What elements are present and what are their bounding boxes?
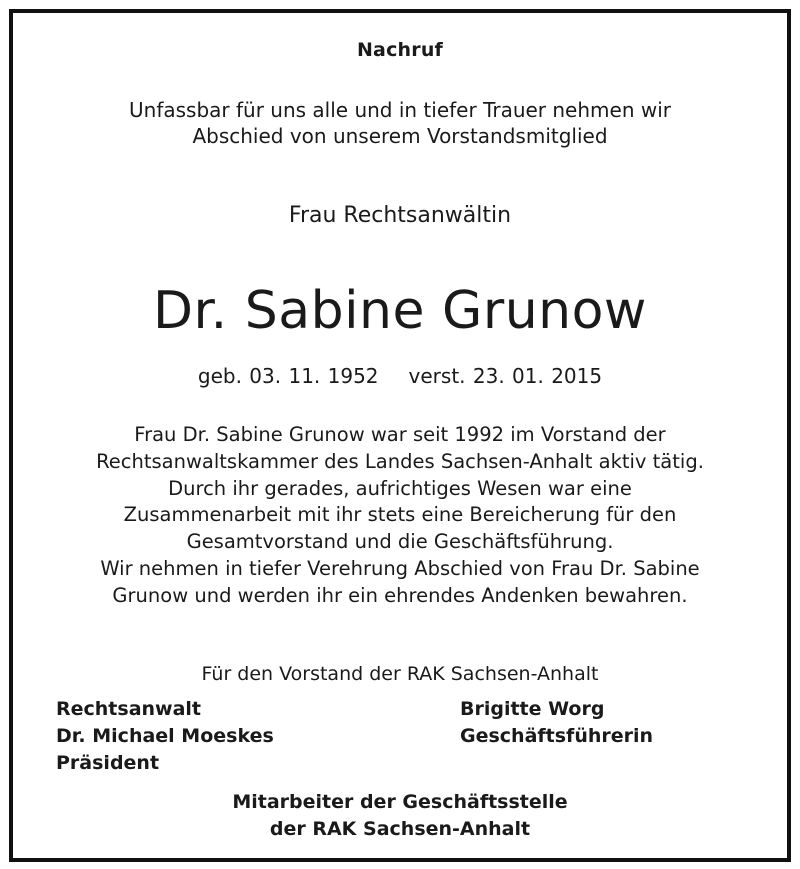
tribute-line: Rechtsanwaltskammer des Landes Sachsen-Anhalt aktiv tätig. (96, 449, 704, 473)
notice-title: Nachruf (356, 39, 444, 61)
staff-signature (13, 789, 787, 843)
tribute-line: Durch ihr gerades, aufrichtiges Wesen war eine (168, 476, 632, 500)
signer-line: Rechtsanwalt (56, 698, 202, 720)
signer-line: Dr. Michael Moeskes (56, 725, 274, 747)
signer-president (56, 696, 274, 777)
signature-intro: Für den Vorstand der RAK Sachsen-Anhalt (201, 663, 599, 685)
tribute-line: Zusammenarbeit mit ihr stets eine Bereicherung für den (123, 503, 677, 527)
intro-text (13, 97, 787, 149)
deceased-title: Frau Rechtsanwältin (288, 203, 512, 228)
signer-line: Geschäftsführerin (460, 725, 654, 747)
staff-line: Mitarbeiter der Geschäftsstelle (232, 791, 568, 813)
staff-line: der RAK Sachsen-Anhalt (269, 818, 531, 840)
intro-line: Abschied von unserem Vorstandsmitglied (192, 124, 608, 148)
deceased-name: Dr. Sabine Grunow (153, 281, 647, 341)
signer-managing-director (460, 696, 653, 750)
tribute-line: Wir nehmen in tiefer Verehrung Abschied von Frau Dr. Sabine (100, 556, 700, 580)
life-dates (13, 364, 787, 388)
intro-line: Unfassbar für uns alle und in tiefer Trauer nehmen wir (129, 98, 671, 122)
birth-date: geb. 03. 11. 1952 (197, 364, 379, 388)
tribute-line: Gesamtvorstand und die Geschäftsführung. (186, 530, 614, 554)
tribute-line: Grunow und werden ihr ein ehrendes Andenken bewahren. (112, 583, 688, 607)
obituary-notice (9, 9, 791, 862)
signer-line: Präsident (56, 752, 160, 774)
tribute-text (13, 422, 787, 610)
death-date: verst. 23. 01. 2015 (408, 364, 603, 388)
signer-line: Brigitte Worg (460, 698, 605, 720)
tribute-line: Frau Dr. Sabine Grunow war seit 1992 im Vorstand der (134, 423, 666, 446)
